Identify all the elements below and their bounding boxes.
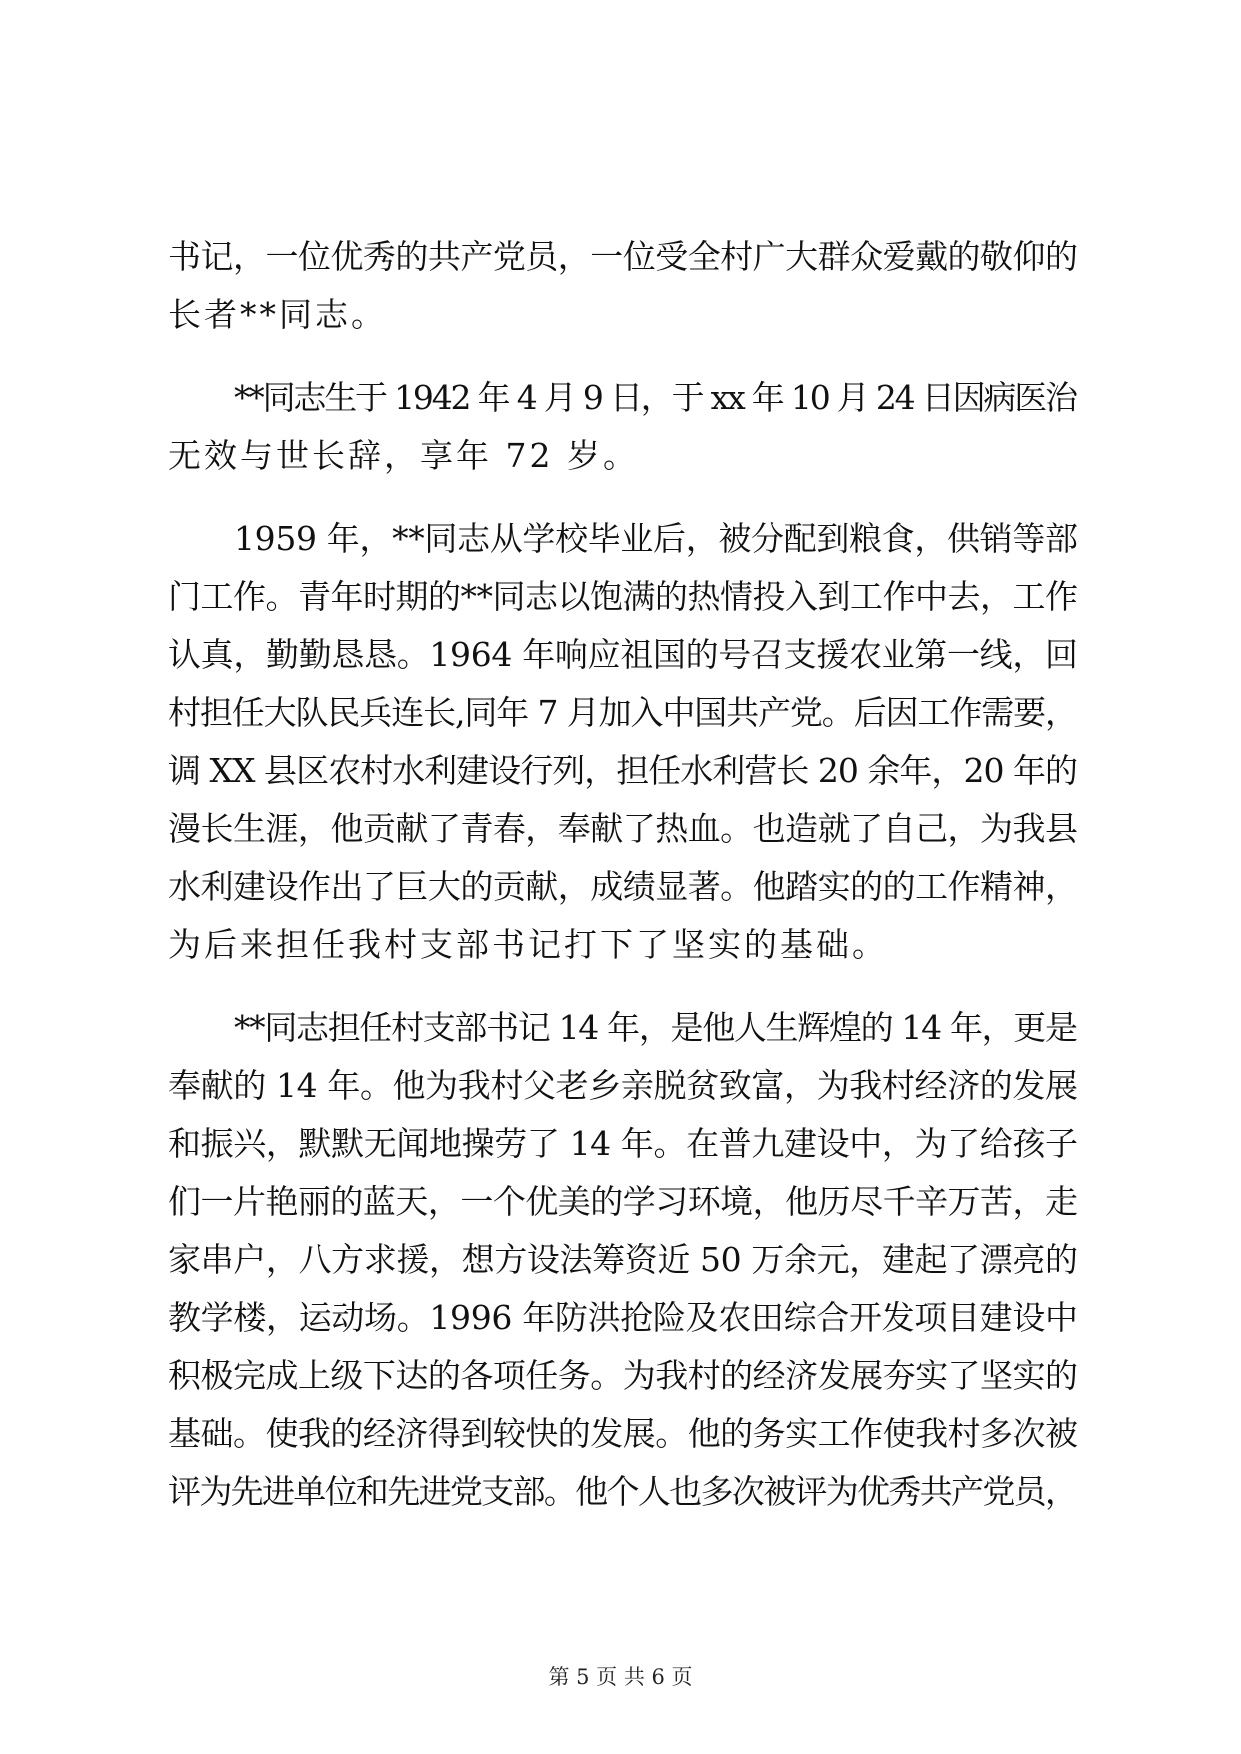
body-line-7: 认真，勤勤恳恳。1964 年响应祖国的号召支援农业第一线，回 — [168, 635, 1078, 674]
body-line-18: 教学楼，运动场。1996 年防洪抢险及农田综合开发项目建设中 — [168, 1298, 1078, 1337]
body-line-21: 评为先进单位和先进党支部。他个人也多次被评为优秀共产党员， — [168, 1472, 1077, 1511]
body-line-15: 和振兴，默默无闻地操劳了 14 年。在普九建设中，为了给孩子 — [168, 1124, 1078, 1163]
body-line-14: 奉献的 14 年。他为我村父老乡亲脱贫致富，为我村经济的发展 — [168, 1066, 1078, 1105]
body-line-19: 积极完成上级下达的各项任务。为我村的经济发展夯实了坚实的 — [168, 1356, 1078, 1395]
body-line-13: **同志担任村支部书记 14 年，是他人生辉煌的 14 年，更是 — [234, 1008, 1077, 1047]
body-line-5: 1959 年，**同志从学校毕业后，被分配到粮食，供销等部 — [234, 519, 1078, 558]
body-line-9: 调 XX 县区农村水利建设行列，担任水利营长 20 余年，20 年的 — [168, 751, 1078, 790]
body-line-2: 长者**同志。 — [168, 295, 387, 334]
page-footer: 第 5 页 共 6 页 — [548, 1665, 693, 1689]
body-line-8: 村担任大队民兵连长,同年 7 月加入中国共产党。后因工作需要， — [168, 693, 1077, 732]
body-line-17: 家串户，八方求援，想方设法筹资近 50 万余元，建起了漂亮的 — [168, 1240, 1078, 1279]
body-line-20: 基础。使我的经济得到较快的发展。他的务实工作使我村多次被 — [168, 1414, 1078, 1453]
body-line-12: 为后来担任我村支部书记打下了坚实的基础。 — [168, 925, 888, 964]
body-line-16: 们一片艳丽的蓝天，一个优美的学习环境，他历尽千辛万苦，走 — [168, 1182, 1078, 1221]
body-line-3: **同志生于 1942 年 4 月 9 日，于 xx 年 10 月 24 日因病医治 — [234, 378, 1076, 417]
body-line-1: 书记，一位优秀的共产党员，一位受全村广大群众爱戴的敬仰的 — [168, 237, 1078, 276]
body-line-4: 无效与世长辞，享年 72 岁。 — [168, 436, 639, 475]
body-line-6: 门工作。青年时期的**同志以饱满的热情投入到工作中去，工作 — [168, 577, 1078, 616]
body-line-10: 漫长生涯，他贡献了青春，奉献了热血。也造就了自己，为我县 — [168, 809, 1078, 848]
body-line-11: 水利建设作出了巨大的贡献，成绩显著。他踏实的的工作精神， — [168, 867, 1078, 906]
